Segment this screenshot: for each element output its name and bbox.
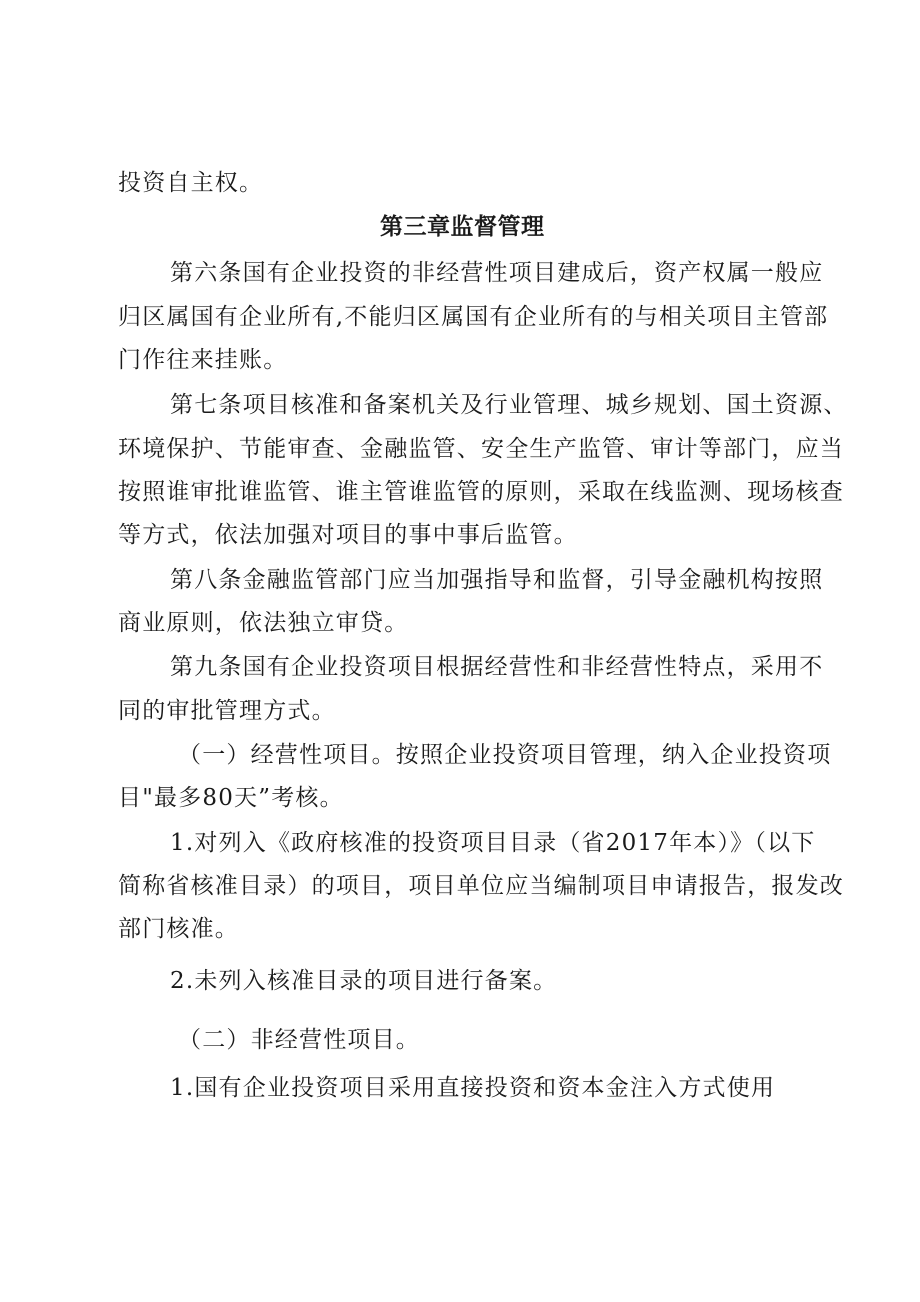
chapter-heading: 第三章监督管理 <box>380 214 545 240</box>
text-line: 归区属国有企业所有,不能归区属国有企业所有的与相关项目主管部 <box>118 304 829 330</box>
text-line: 1.对列入《政府核准的投资项目目录（省2017年本）》（以下 <box>170 830 816 856</box>
text-line: 目"最多80天”考核。 <box>118 785 344 811</box>
text-line: （二）非经营性项目。 <box>178 1027 420 1053</box>
text-line: 第九条国有企业投资项目根据经营性和非经营性特点，采用不 <box>170 654 824 680</box>
text-line: 环境保护、节能审查、金融监管、安全生产监管、审计等部门，应当 <box>118 436 844 462</box>
text-line: 简称省核准目录）的项目，项目单位应当编制项目申请报告，报发改 <box>118 873 844 899</box>
text-line: 投资自主权。 <box>118 170 264 196</box>
text-line: 第八条金融监管部门应当加强指导和监督，引导金融机构按照 <box>170 567 824 593</box>
text-line: （一）经营性项目。按照企业投资项目管理，纳入企业投资项 <box>178 742 832 768</box>
text-line: 2.未列入核准目录的项目进行备案。 <box>170 968 558 994</box>
text-line: 门作往来挂账。 <box>118 347 288 373</box>
text-line: 按照谁审批谁监管、谁主管谁监管的原则，采取在线监测、现场核查 <box>118 479 844 505</box>
text-line: 等方式，依法加强对项目的事中事后监管。 <box>118 522 578 548</box>
text-line: 1.国有企业投资项目采用直接投资和资本金注入方式使用 <box>170 1075 776 1101</box>
text-line: 第六条国有企业投资的非经营性项目建成后，资产权属一般应 <box>170 260 824 286</box>
text-line: 商业原则，依法独立审贷。 <box>118 610 409 636</box>
text-line: 部门核准。 <box>118 916 239 942</box>
text-line: 第七条项目核准和备案机关及行业管理、城乡规划、国土资源、 <box>170 392 848 418</box>
text-line: 同的审批管理方式。 <box>118 698 336 724</box>
